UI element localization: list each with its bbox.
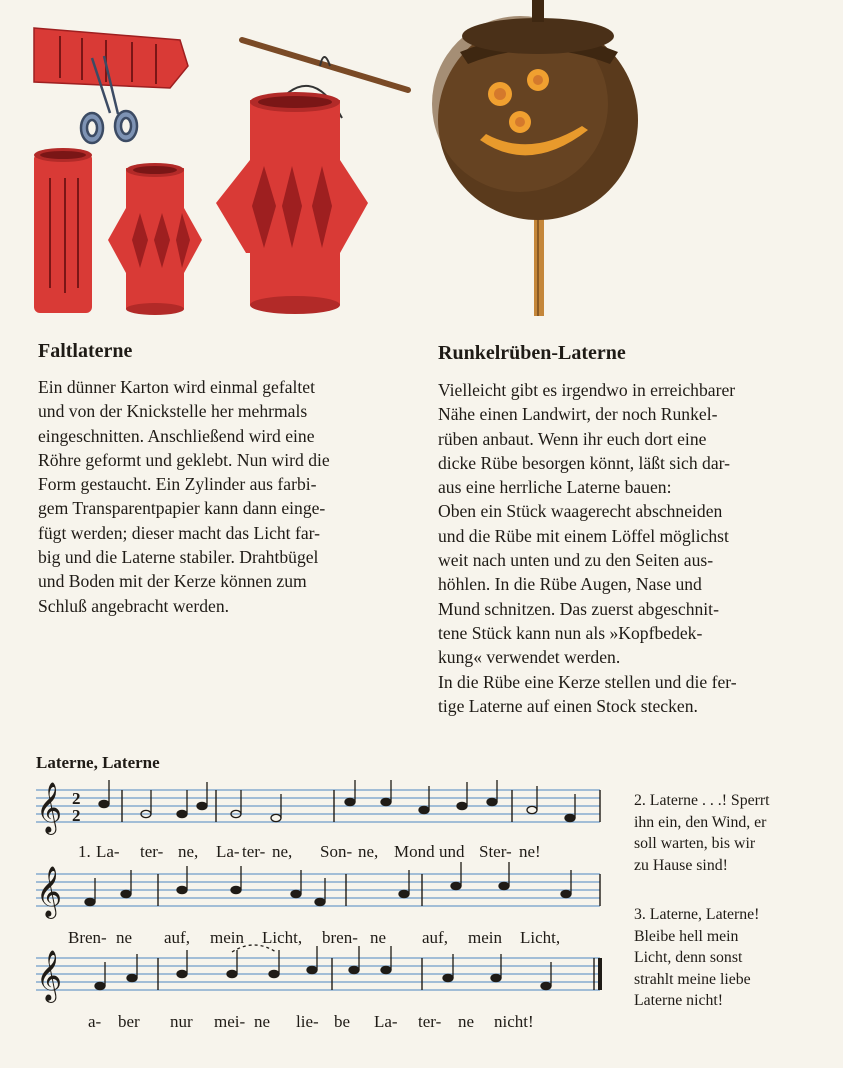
verse-line: 3. Laterne, Laterne! [634,906,760,923]
text-line: dicke Rübe besorgen könnt, läßt sich dar- [438,452,730,473]
text-line: fügt werden; dieser macht das Licht far- [38,522,321,543]
lyric-syllable: ne [458,1012,475,1031]
lyric-syllable: ter- [242,842,266,861]
lyric-syllable: nur [170,1012,193,1031]
lyric-syllable: lie- [296,1012,319,1031]
text-line: tige Laterne auf einen Stock stecken. [438,695,698,716]
lyric-syllable: Ster- [479,842,512,861]
text-line: eingeschnitten. Anschließend wird eine [38,425,315,446]
text-line: kung« verwendet werden. [438,647,621,668]
lyric-syllable: ne, [358,842,379,861]
verse-line: strahlt meine liebe [634,970,751,988]
treble-clef-icon: 𝄞 [36,782,63,833]
lyric-syllable: ne! [519,842,541,861]
lyric-syllable: ne [116,928,133,947]
text-line: In die Rübe eine Kerze stellen und die fer- [438,671,737,692]
text-line: und von der Knickstelle her mehrmals [38,401,308,422]
treble-clef-icon: 𝄞 [36,950,63,1001]
paper-lantern-illustration [20,18,412,323]
runkelrueben-instructions [438,378,818,718]
lyric-syllable: bren- [322,928,358,947]
text-line: weit nach unten und zu den Seiten aus- [438,550,714,571]
text-line: Vielleicht gibt es irgendwo in erreichbarer [438,380,736,400]
text-line: höhlen. In die Rübe Augen, Nase und [438,574,702,595]
faltlaterne-heading: Faltlaterne [38,340,133,362]
lyric-syllable: La- [216,842,240,861]
lyric-syllable: mein [468,928,502,947]
lyric-syllable: ne, [272,842,293,861]
lyric-syllable: a- [88,1012,102,1031]
text-line: Form gestaucht. Ein Zylinder aus farbi- [38,474,317,495]
folded-card-icon [34,28,188,88]
beet-lantern-illustration [430,0,650,320]
lyric-syllable: mein [210,928,244,947]
verse-line: soll warten, bis wir [634,835,756,852]
text-line: big und die Laterne stabiler. Drahtbügel [38,547,319,568]
faltlaterne-instructions [38,375,418,618]
text-line: und Boden mit der Kerze können zum [38,571,307,592]
verse-line: ihn ein, den Wind, er [634,813,767,831]
lyrics-line-2 [68,928,560,948]
lyric-syllable: be [334,1012,351,1031]
lyric-syllable: auf, [422,928,448,947]
lyric-syllable: mei- [214,1012,246,1031]
lyric-syllable: Son- [320,842,353,861]
text-line: Nähe einen Landwirt, der noch Runkel- [438,404,718,425]
verse-line: zu Hause sind! [634,856,728,874]
lyric-syllable: Licht, [520,928,561,947]
verse-line: 2. Laterne . . .! Sperrt [634,792,770,809]
lyrics-line-3 [88,1012,534,1032]
song-title: Laterne, Laterne [36,753,160,772]
paper-tube-icon [34,148,92,313]
text-line: Röhre geformt und geklebt. Nun wird die [38,449,330,470]
lyric-syllable: ne, [178,842,199,861]
text-line: gem Transparentpapier kann dann einge- [38,498,326,519]
verse-2 [634,790,770,876]
verse-line: Laterne nicht! [634,992,724,1009]
lyric-syllable: und [439,842,465,861]
text-line: aus eine herrliche Laterne bauen: [438,477,672,498]
text-line: Oben ein Stück waagerecht abschneiden [438,501,723,522]
lyric-syllable: ber [118,1012,140,1031]
verse-line: Licht, denn sonst [634,949,743,966]
time-signature-bottom: 2 [72,806,81,825]
lyric-syllable: 1. La- [78,842,120,861]
lyric-syllable: ter- [140,842,164,861]
runkelrueben-heading: Runkelrüben-Laterne [438,342,626,364]
lyric-syllable: Mond [394,842,435,861]
small-lantern-icon [108,163,202,315]
text-line: Ein dünner Karton wird einmal gefaltet [38,377,316,397]
text-line: tene Stück kann nun als »Kopfbedek- [438,622,703,643]
lyrics-line-1 [78,842,541,862]
lyric-syllable: auf, [164,928,190,947]
lyric-syllable: Licht, [262,928,303,947]
lyric-syllable: ne [370,928,387,947]
text-line: rüben anbaut. Wenn ihr euch dort eine [438,428,707,449]
lyric-syllable: ter- [418,1012,442,1031]
text-line: und die Rübe mit einem Löffel möglichst [438,525,729,546]
lyric-syllable: La- [374,1012,398,1031]
time-signature-top: 2 [72,789,81,808]
verse-3 [634,904,759,1012]
text-line: Mund schnitzen. Das zuerst abgeschnit- [438,598,719,619]
large-lantern-icon [216,40,408,314]
lyric-syllable: nicht! [494,1012,534,1031]
verse-line: Bleibe hell mein [634,927,739,945]
treble-clef-icon: 𝄞 [36,866,63,917]
lyric-syllable: Bren- [68,928,107,947]
text-line: Schluß angebracht werden. [38,595,230,616]
lyric-syllable: ne [254,1012,271,1031]
